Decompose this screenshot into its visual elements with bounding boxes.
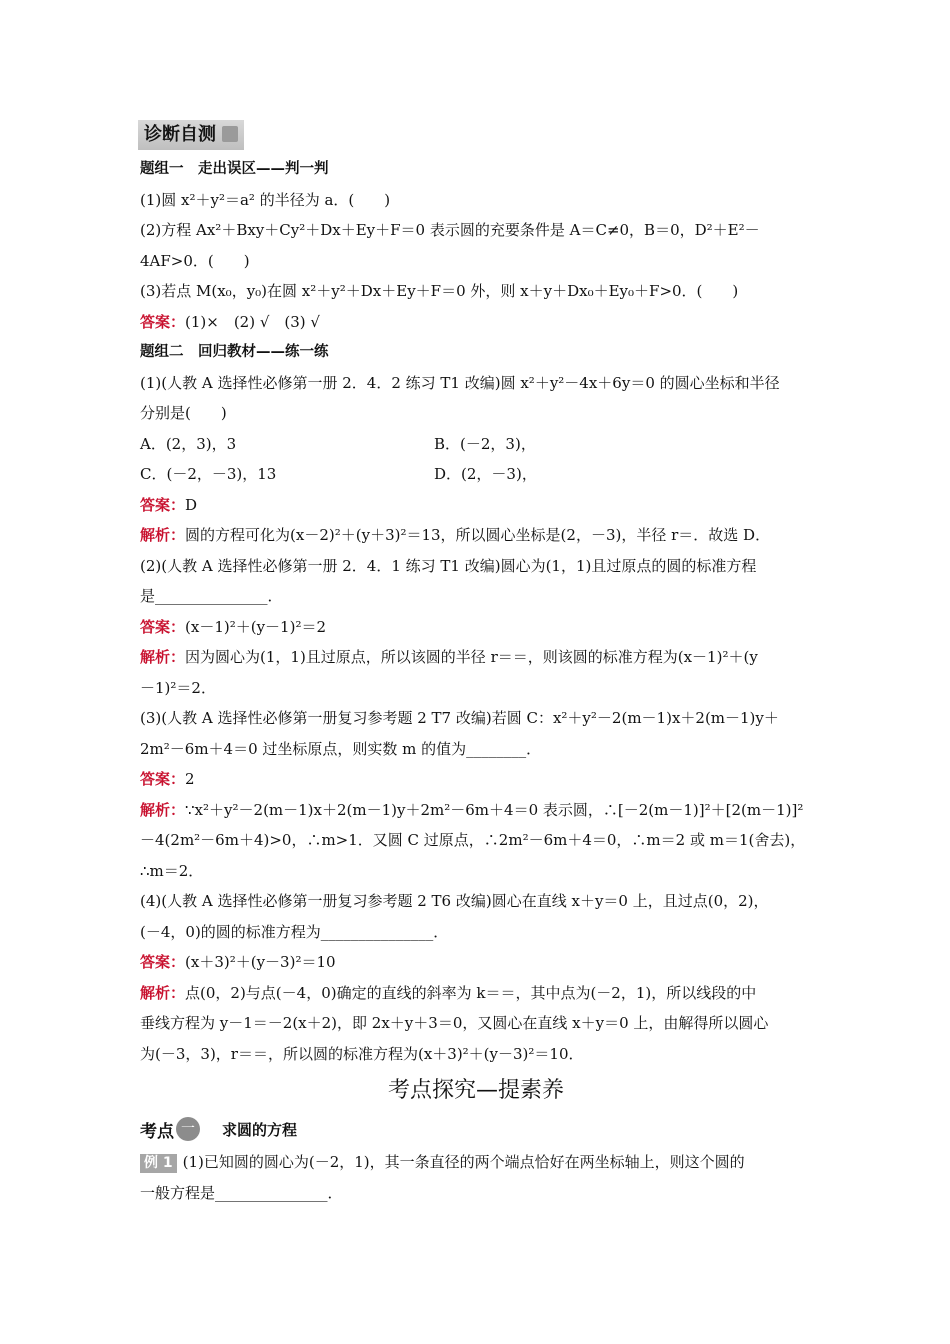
- problem-2-answer: 答案：(x－1)²＋(y－1)²＝2: [140, 617, 327, 636]
- section-title: 考点探究—提素养: [387, 1078, 564, 1103]
- problem-4-analysis-line1: 解析：点(0，2)与点(－4，0)确定的直线的斜率为 k＝＝，其中点为(－2，1)，所以线段的中: [140, 983, 757, 1002]
- problem-3-line2: 2m²－6m＋4＝0 过坐标原点，则实数 m 的值为________．: [140, 739, 542, 758]
- problem-1-line1: (1)(人教 A 选择性必修第一册 2．4．2 练习 T1 改编)圆 x²＋y²－4x＋6y＝0 的圆心坐标和半径: [140, 373, 780, 392]
- option-a: A．(2，3)，3: [140, 434, 237, 453]
- group1-title: 题组一 走出误区——判一判: [140, 161, 329, 177]
- problem-3-analysis-line1: 解析：∵x²＋y²－2(m－1)x＋2(m－1)y＋2m²－6m＋4＝0 表示圆，∴[－2(m－1)]²＋[2(m－1)]²: [140, 800, 804, 819]
- options-row-2: [140, 459, 812, 490]
- answer-text: (1)× (2) √ (3) √: [185, 312, 320, 331]
- problem-2-line1: (2)(人教 A 选择性必修第一册 2．4．1 练习 T1 改编)圆心为(1，1)且过原点的圆的标准方程: [140, 556, 757, 575]
- section-banner: 诊断自测: [138, 120, 244, 150]
- document-page: [140, 120, 812, 1208]
- problem-3-line1: (3)(人教 A 选择性必修第一册复习参考题 2 T7 改编)若圆 C：x²＋y²－2(m－1)x＋2(m－1)y＋: [140, 709, 779, 727]
- problem-2-line2: 是_______________．: [140, 587, 283, 605]
- option-d: D．(2，－3)，: [434, 465, 537, 483]
- example-1-line2: 一般方程是_______________．: [140, 1183, 343, 1202]
- kaodian-number: 一: [176, 1117, 200, 1141]
- question-3: (3)若点 M(x₀，y₀)在圆 x²＋y²＋Dx＋Ey＋F＝0 外，则 x＋y＋Dx₀＋Ey₀＋F>0．( ): [140, 282, 739, 300]
- problem-1-answer: 答案：D: [140, 495, 198, 514]
- problem-1-line2: 分别是( ): [140, 404, 227, 422]
- chart-icon: [222, 126, 238, 142]
- question-1: (1)圆 x²＋y²＝a² 的半径为 a．( ): [140, 190, 391, 209]
- problem-4-line1: (4)(人教 A 选择性必修第一册复习参考题 2 T6 改编)圆心在直线 x＋y＝0 上，且过点(0，2)，: [140, 892, 769, 910]
- question-2-line1: (2)方程 Ax²＋Bxy＋Cy²＋Dx＋Ey＋F＝0 表示圆的充要条件是 A＝C≠0，B＝0，D²＋E²－: [140, 221, 760, 239]
- kaodian-name: 求圆的方程: [222, 1120, 298, 1139]
- group1-answer: [140, 307, 812, 338]
- problem-2-analysis-line2: －1)²＝2．: [140, 678, 216, 697]
- kaodian-label: 考点: [140, 1121, 174, 1142]
- question-2-line2: 4AF>0．( ): [140, 251, 250, 270]
- example-1-line1: 例 1 (1)已知圆的圆心为(－2，1)，其一条直径的两个端点恰好在两坐标轴上，则这个圆的: [140, 1147, 812, 1178]
- option-b: B．(－2，3)，: [434, 434, 536, 453]
- problem-4-analysis-line2: 垂线方程为 y－1＝－2(x＋2)，即 2x＋y＋3＝0，又圆心在直线 x＋y＝0 上，由解得所以圆心: [140, 1014, 769, 1032]
- option-c: C．(－2，－3)，13: [140, 465, 277, 483]
- problem-1-analysis: 解析：圆的方程可化为(x－2)²＋(y＋3)²＝13，所以圆心坐标是(2，－3)，半径 r＝．故选 D．: [140, 526, 771, 544]
- problem-3-analysis-line2: －4(2m²－6m＋4)>0，∴m>1．又圆 C 过原点，∴2m²－6m＋4＝0，∴m＝2 或 m＝1(舍去)，: [140, 831, 806, 849]
- problem-3-answer: 答案：2: [140, 770, 195, 788]
- problem-4-line2: (－4，0)的圆的标准方程为_______________．: [140, 922, 449, 941]
- problem-4-analysis-line3: 为(－3，3)，r＝＝，所以圆的标准方程为(x＋3)²＋(y－3)²＝10．: [140, 1044, 584, 1063]
- options-row-1: [140, 429, 812, 460]
- answer-label: 答案：: [140, 312, 186, 331]
- kaodian-header: [140, 1111, 812, 1147]
- problem-4-answer: 答案：(x＋3)²＋(y－3)²＝10: [140, 953, 336, 971]
- example-tag: 例 1: [140, 1154, 177, 1173]
- problem-2-analysis-line1: 解析：因为圆心为(1，1)且过原点，所以该圆的半径 r＝＝，则该圆的标准方程为(x－1)²＋(y: [140, 648, 758, 666]
- problem-3-analysis-line3: ∴m＝2．: [140, 861, 204, 880]
- group2-title: 题组二 回归教材——练一练: [140, 344, 329, 360]
